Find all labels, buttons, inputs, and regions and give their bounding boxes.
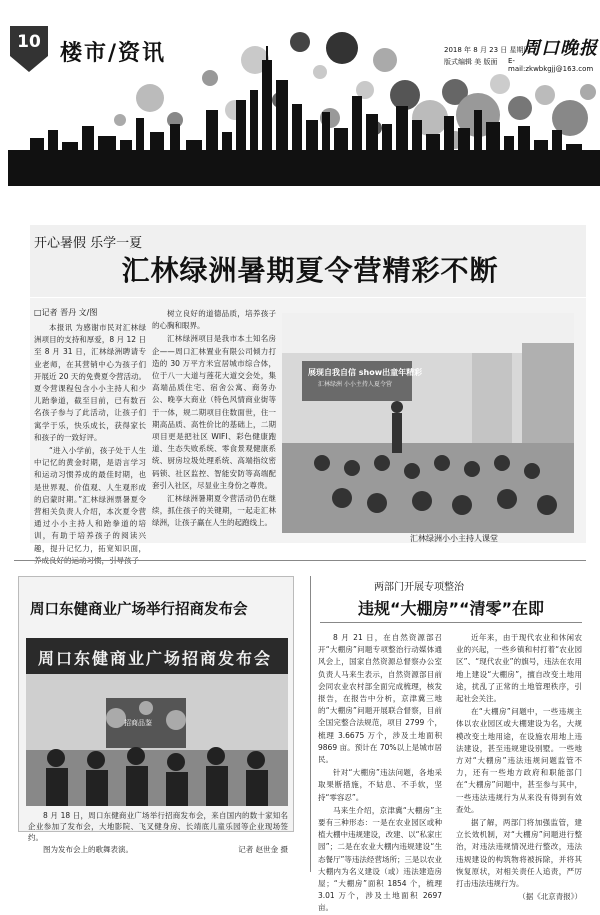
feature3-column-2 xyxy=(456,632,582,902)
classroom-banner-subtext: 汇林绿洲 小小主持人夏令营 xyxy=(318,381,392,388)
editor-credit: 版式编辑 美 版面 xyxy=(444,58,498,66)
classroom-banner-text: 展现自我自信 show出童年精彩 xyxy=(308,368,423,377)
paragraph: 针对“大棚房”违法问题，各地采取果断措施，不姑息、不手软，坚持“零容忍”。 xyxy=(318,768,442,802)
feature2-body xyxy=(28,810,288,856)
feature1-column-1 xyxy=(34,322,146,553)
paragraph: 8 月 21 日，在自然资源部召开“大棚房”问题专项整治行动媒体通风会上，国家自然资源总督察办公室负责人马来生表示，自然资源部目前会同农业农村部全面完成梳理，核发报告，在报告中分析，京津冀三地的“大棚房”问题开展联合督察，目前全国完整合法规范，项目 2799 个，梳理 3.6675 万个，涉及土地面积 9869 亩。预计在 70%以上是城市居民。 xyxy=(318,633,442,765)
paragraph: 据了解，两部门将加强监管，建立长效机制，对“大棚房”问题进行整治，对违法违规情况进行整改，违法违规建设的构筑物将被拆除，并将其恢复原状，对相关责任人追责，严厉打击违法违规行为。 xyxy=(456,818,582,889)
page-number-badge xyxy=(10,26,48,72)
paragraph: 本报讯 为感谢市民对汇林绿洲项目的支持和厚爱，8 月 12 日至 8 月 31 日，汇林绿洲聘请专业老师，在其营销中心为孩子们开展近 20 天的免费夏令营活动。夏令营课程包含小小主持人和少儿跆拳道，截至目前，已有数百名孩子参与了此活动，让孩子们寓学于乐，快乐成长，获得家长和孩子的一致好评。 xyxy=(34,323,146,442)
feature3-kicker: 两部门开展专项整治 xyxy=(374,582,464,593)
headline-rule xyxy=(320,622,582,623)
page-number: 10 xyxy=(17,32,41,52)
paper-name: 周口晚报 xyxy=(522,38,598,59)
feature3-column-1 xyxy=(318,632,442,913)
issue-date: 2018 年 8 月 23 日 星期四 xyxy=(444,46,531,54)
source-credit: （据《北京青报》） xyxy=(518,892,582,902)
feature1-tagline: 开心暑假 乐学一夏 xyxy=(34,236,143,251)
classroom-photo-caption: 汇林绿洲小小主持人课堂 xyxy=(410,534,498,543)
paragraph: 汇林绿洲暑期夏令营活动仍在继续，抓住孩子的关键期，一起走汇林绿洲，让孩子赢在人生的起跑线上。 xyxy=(152,494,276,528)
feature1-column-2 xyxy=(152,308,276,542)
feature1-byline: □记者 晋丹 文/图 xyxy=(34,308,98,317)
paragraph: “进入小学前，孩子处于人生中记忆的黄金时期，是语言学习和运动习惯养成的最佳时期，也是世界观、价值观、人生观形成的启蒙时期。”汇林绿洲票暑夏令营相关负责人介绍，本次夏令营通过小小主持人和跆拳道的培训，有助于培养孩子的阅读兴趣，提升记忆力，拓宽知识面， xyxy=(34,446,146,553)
launch-event-photo xyxy=(26,638,288,806)
masthead xyxy=(0,0,600,205)
paragraph: 近年来，由于现代农业和休闲农业的兴起，一些乡镇和村打着“农业园区”、“现代农业”的旗号，违法在农用地上建设“大棚房”，擅自改变土地用途，扰乱了正常的土地管理秩序，引起社会关注。 xyxy=(456,633,582,704)
paragraph: 8 月 18 日，周口东健商业广场举行招商发布会，来自国内的数十家知名企业参加了发布会，大地影院、飞叉健身房、长靖底儿童乐园等企业现场签约。 xyxy=(28,811,288,842)
launch-banner-text: 周口东健商业广场招商发布会 xyxy=(38,649,273,668)
section-title: 楼市/资讯 xyxy=(60,40,167,66)
paragraph: 在“大棚房”问题中，一些违规主体以农业园区或大棚建设为名，大规模改变土地用途，在设施农用地上违法建设，甚至违规建设别墅。一些地方对“大棚房”违法违规问题监管不力，还有一些地方政府和职能部门在“大棚房”问题中，甚至参与其中，一些违法违规行为从来没有得到有效查处。 xyxy=(456,707,582,814)
column-divider xyxy=(310,576,311,872)
contact-email: E-mail:zkwbkgjj@163.com xyxy=(508,57,594,73)
feature2-byline: 记者 赵世金 摄 xyxy=(238,845,288,854)
paragraph: 马来生介绍，京津冀“大棚房”主要有三种形态：一是在农业园区或种植大棚中违规建设，改建、以“私家庄园”；二是在农业大棚内违规建设“生态餐厅”等违法经营场所；三是以农业大棚内为名义建设（或）违法建造房屋；“大棚房”面积 1854 个，梳理 3.01 万个，涉及土地面积 2697 亩。 xyxy=(318,805,442,913)
paragraph xyxy=(28,844,288,855)
feature2-headline: 周口东健商业广场举行招商发布会 xyxy=(30,602,248,618)
photo-note: 图为发布会上的歌舞表演。 xyxy=(43,845,133,854)
feature3-headline: 违规“大棚房”“清零”在即 xyxy=(357,599,545,618)
city-skyline-banner xyxy=(0,0,600,205)
classroom-photo xyxy=(282,313,574,533)
section-divider xyxy=(14,560,586,561)
paragraph: 树立良好的道德品质，培养孩子的心胸和眼界。 xyxy=(152,309,276,331)
paragraph: 汇林绿洲项目是我市本土知名房企——周口汇林置业有限公司倾力打造的 30 万平方米宜居城市综合体，位于八一大道与莲花大道交会处，集高端品质住宅、宿舍公寓、商务办公、晚享大商业（特色风情商业街等于一体，规二期项目住数面世，住一期高品质、高性价比的基础上，二期项目更是把社区 WIFI、彩色健康跑道、生态失败系统、零食景观健康系统、厨房垃圾处理系统、高端指纹密码锁、社区监控、智能安防等高端配套引入社区，尽显业主身份之尊贵。 xyxy=(152,334,276,490)
launch-stage-text: 招商品鉴 xyxy=(124,719,152,727)
feature1-headline: 汇林绿洲暑期夏令营精彩不断 xyxy=(121,254,499,287)
